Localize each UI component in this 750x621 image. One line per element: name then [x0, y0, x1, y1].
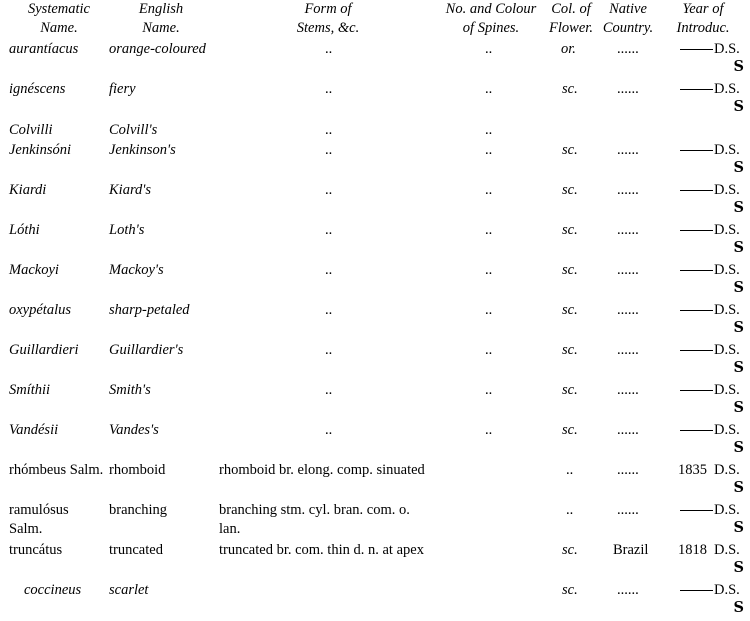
english-name: Vandes's [109, 422, 159, 438]
systematic-name: ramulósus [9, 502, 69, 518]
native-country: ...... [617, 382, 639, 398]
spines-ditto: .. [485, 382, 493, 398]
native-country: ...... [617, 302, 639, 318]
year-dash [680, 230, 713, 231]
header-form-of-stems: Form of Stems, &c. [296, 1, 360, 36]
culture-mark: D.S. S [714, 182, 744, 216]
native-country: ...... [617, 41, 639, 57]
english-name: orange-coloured [109, 41, 206, 57]
systematic-name-author: Salm. [9, 521, 43, 537]
stems-description: branching stm. cyl. bran. com. o. [219, 502, 410, 518]
english-name: Mackoy's [109, 262, 164, 278]
native-country: ...... [617, 462, 639, 478]
header-spines: No. and Colour of Spines. [445, 1, 537, 36]
header-systematic-name: Systematic Name. [27, 1, 90, 36]
year-dash [680, 350, 713, 351]
culture-mark: D.S. S [714, 262, 744, 296]
english-name: truncated [109, 542, 163, 558]
systematic-name: Colvilli [9, 122, 53, 138]
english-name: Colvill's [109, 122, 158, 138]
english-name: Smith's [109, 382, 151, 398]
english-name: fiery [109, 81, 136, 97]
flower-colour: sc. [562, 182, 578, 198]
systematic-name: Smíthii [9, 382, 51, 398]
flower-colour: or. [561, 41, 576, 57]
spines-ditto: .. [485, 142, 493, 158]
native-country: ...... [617, 142, 639, 158]
spines-ditto: .. [485, 422, 493, 438]
stems-ditto: .. [325, 382, 333, 398]
culture-mark: D.S. S [714, 422, 744, 456]
culture-mark: D.S. S [714, 142, 744, 176]
stems-ditto: .. [325, 122, 333, 138]
year-dash [680, 390, 713, 391]
stems-ditto: .. [325, 41, 333, 57]
flower-colour: sc. [562, 382, 578, 398]
english-name: Kiard's [109, 182, 152, 198]
english-name: rhomboid [109, 462, 166, 478]
flower-colour: sc. [562, 422, 578, 438]
flower-colour: .. [566, 502, 574, 518]
culture-mark: D.S. S [714, 382, 744, 416]
culture-mark: D.S. S [714, 222, 744, 256]
systematic-name: Kiardi [9, 182, 47, 198]
culture-mark: D.S. S [714, 582, 744, 616]
native-country: ...... [617, 502, 639, 518]
english-name: sharp-petaled [109, 302, 190, 318]
culture-mark: D.S. S [714, 502, 744, 536]
stems-ditto: .. [325, 182, 333, 198]
flower-colour: sc. [562, 222, 578, 238]
stems-ditto: .. [325, 302, 333, 318]
stems-ditto: .. [325, 262, 333, 278]
stems-description: truncated br. com. thin d. n. at apex [219, 542, 424, 558]
systematic-name: Vandésii [9, 422, 59, 438]
culture-mark: D.S. S [714, 81, 744, 115]
native-country: ...... [617, 422, 639, 438]
year-dash [680, 190, 713, 191]
systematic-name: Mackoyi [9, 262, 59, 278]
year-dash [680, 430, 713, 431]
systematic-name: Guillardieri [9, 342, 79, 358]
flower-colour: sc. [562, 262, 578, 278]
year-dash [680, 270, 713, 271]
native-country: ...... [617, 81, 639, 97]
english-name: scarlet [109, 582, 149, 598]
year-dash [680, 590, 713, 591]
stems-ditto: .. [325, 222, 333, 238]
year-dash [680, 49, 713, 50]
systematic-name: truncátus [9, 542, 63, 558]
flower-colour: sc. [562, 142, 578, 158]
systematic-name: oxypétalus [9, 302, 72, 318]
header-flower: Col. of Flower. [549, 1, 593, 36]
systematic-name: Lóthi [9, 222, 40, 238]
spines-ditto: .. [485, 81, 493, 97]
culture-mark: D.S. S [714, 462, 744, 496]
year-dash [680, 150, 713, 151]
systematic-name: Jenkinsóni [9, 142, 72, 158]
native-country: ...... [617, 262, 639, 278]
spines-ditto: .. [485, 122, 493, 138]
spines-ditto: .. [485, 182, 493, 198]
stems-description-cont: lan. [219, 521, 241, 537]
culture-mark: D.S. S [714, 542, 744, 576]
year-dash [680, 310, 713, 311]
culture-mark: D.S. S [714, 41, 744, 75]
native-country: ...... [617, 182, 639, 198]
spines-ditto: .. [485, 262, 493, 278]
flower-colour: sc. [562, 342, 578, 358]
header-native-country: Native Country. [602, 1, 654, 36]
flower-colour: sc. [562, 81, 578, 97]
systematic-name: aurantíacus [9, 41, 79, 57]
spines-ditto: .. [485, 41, 493, 57]
year-dash [680, 89, 713, 90]
spines-ditto: .. [485, 342, 493, 358]
culture-mark: D.S. S [714, 302, 744, 336]
stems-ditto: .. [325, 342, 333, 358]
header-year-introduced: Year of Introduc. [676, 1, 730, 36]
stems-ditto: .. [325, 81, 333, 97]
flower-colour: sc. [562, 302, 578, 318]
native-country: ...... [617, 582, 639, 598]
spines-ditto: .. [485, 222, 493, 238]
flower-colour: sc. [562, 582, 578, 598]
stems-ditto: .. [325, 422, 333, 438]
native-country: ...... [617, 222, 639, 238]
english-name: Guillardier's [109, 342, 184, 358]
year-introduced: 1818 [678, 542, 707, 558]
header-english-name: English Name. [138, 1, 184, 36]
systematic-name: coccineus [24, 582, 82, 598]
native-country: ...... [617, 342, 639, 358]
english-name: Jenkinson's [109, 142, 176, 158]
systematic-name: ignéscens [9, 81, 66, 97]
flower-colour: sc. [562, 542, 578, 558]
flower-colour: .. [566, 462, 574, 478]
year-dash [680, 510, 713, 511]
culture-mark: D.S. S [714, 342, 744, 376]
spines-ditto: .. [485, 302, 493, 318]
english-name: branching [109, 502, 167, 518]
english-name: Loth's [109, 222, 145, 238]
stems-description: rhomboid br. elong. comp. sinuated [219, 462, 425, 478]
year-introduced: 1835 [678, 462, 707, 478]
stems-ditto: .. [325, 142, 333, 158]
native-country: Brazil [613, 542, 649, 558]
systematic-name: rhómbeus Salm. [9, 462, 104, 478]
